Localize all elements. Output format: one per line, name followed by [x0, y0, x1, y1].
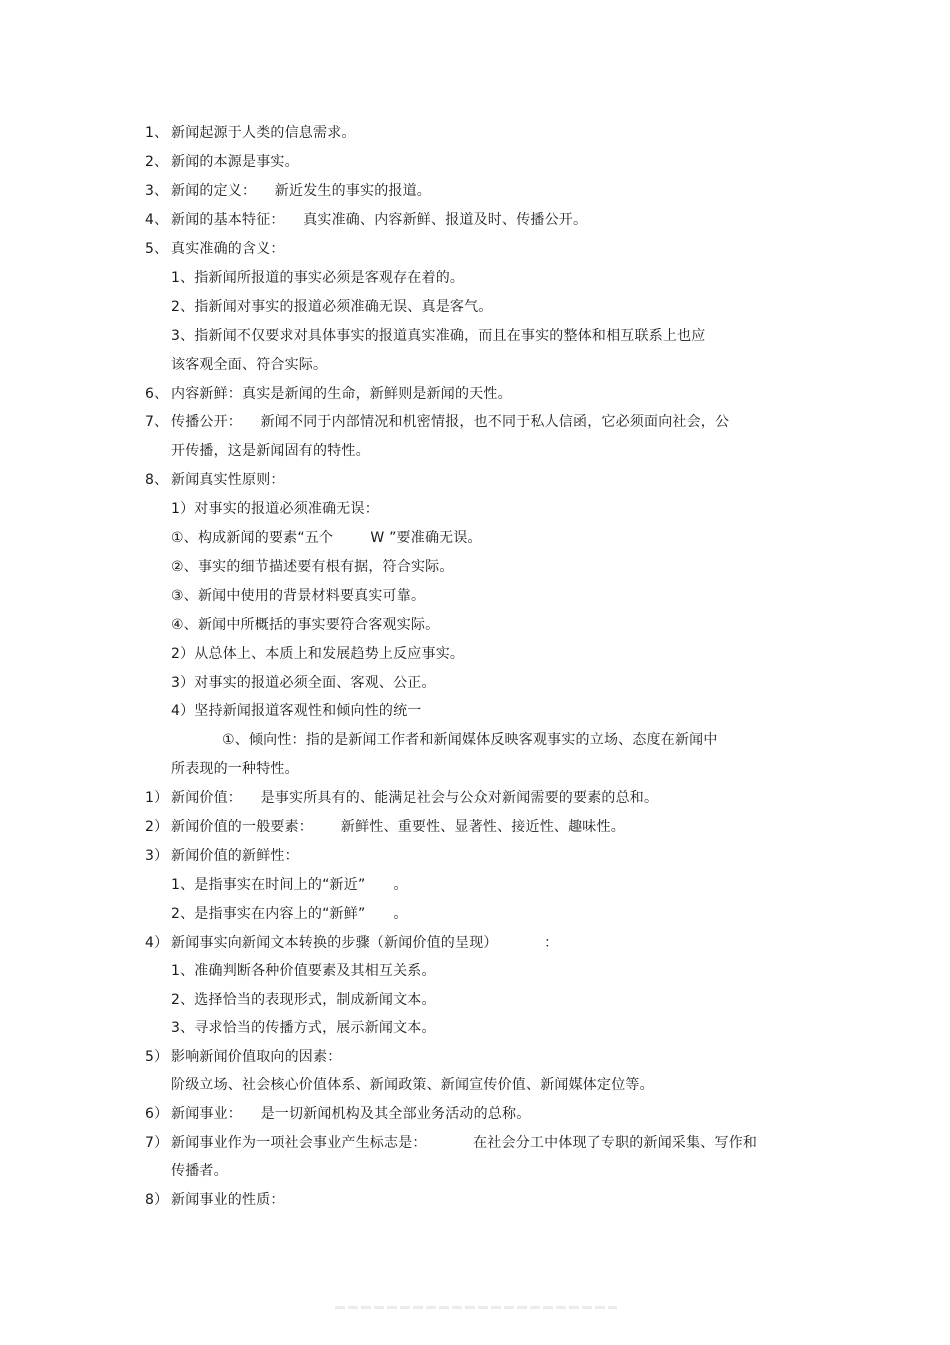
- line-text: 影响新闻价值取向的因素：: [171, 1049, 342, 1065]
- line-text: ①、倾向性：指的是新闻工作者和新闻媒体反映客观事实的立场、态度在新闻中: [222, 732, 718, 748]
- text-line: [171, 904, 408, 924]
- text-line: [171, 586, 425, 606]
- text-line: [171, 990, 436, 1010]
- line-text: 新闻的定义： 新近发生的事实的报道。: [171, 183, 431, 199]
- line-text: 所表现的一种特性。: [171, 761, 299, 777]
- text-line: [171, 961, 436, 981]
- line-text: 3、寻求恰当的传播方式，展示新闻文本。: [171, 1020, 436, 1036]
- line-text: 1、指新闻所报道的事实必须是客观存在着的。: [171, 270, 465, 286]
- text-line: [145, 1133, 757, 1153]
- item-number: 4、: [145, 212, 169, 228]
- line-text: 2）从总体上、本质上和发展趋势上反应事实。: [171, 646, 465, 662]
- item-number: 3、: [145, 183, 169, 199]
- line-text: 4）坚持新闻报道客观性和倾向性的统一: [171, 703, 422, 719]
- text-line: [171, 759, 299, 779]
- text-line: [171, 1075, 654, 1095]
- item-number: 1）: [145, 790, 169, 806]
- text-line: [145, 470, 285, 490]
- text-line: [145, 123, 356, 143]
- item-number: 5、: [145, 241, 169, 257]
- text-line: [171, 297, 493, 317]
- line-text: 3）对事实的报道必须全面、客观、公正。: [171, 675, 436, 691]
- line-text: 新闻价值： 是事实所具有的、能满足社会与公众对新闻需要的要素的总和。: [171, 790, 659, 806]
- text-line: [145, 788, 658, 808]
- line-text: 3、指新闻不仅要求对具体事实的报道真实准确，而且在事实的整体和相互联系上也应: [171, 328, 706, 344]
- line-text: 新闻事业作为一项社会事业产生标志是： 在社会分工中体现了专职的新闻采集、写作和: [171, 1135, 758, 1151]
- item-number: 3）: [145, 848, 169, 864]
- text-line: [171, 441, 370, 461]
- text-line: [145, 1047, 341, 1067]
- line-text: 1、准确判断各种价值要素及其相互关系。: [171, 963, 436, 979]
- text-line: [171, 615, 439, 635]
- line-text: 传播公开： 新闻不同于内部情况和机密情报，也不同于私人信函，它必须面向社会，公: [171, 414, 730, 430]
- line-text: 真实准确的含义：: [171, 241, 285, 257]
- line-text: 新闻事业的性质：: [171, 1192, 285, 1208]
- item-number: 7、: [145, 414, 169, 430]
- text-line: [171, 1018, 436, 1038]
- line-text: 1、是指事实在时间上的“新近” 。: [171, 877, 408, 893]
- item-number: 6）: [145, 1106, 169, 1122]
- item-number: 5）: [145, 1049, 169, 1065]
- item-number: 6、: [145, 386, 169, 402]
- line-text: 新闻的本源是事实。: [171, 154, 299, 170]
- item-number: 1、: [145, 125, 169, 141]
- line-text: 开传播，这是新闻固有的特性。: [171, 443, 370, 459]
- text-line: [171, 499, 379, 519]
- line-text: 2、指新闻对事实的报道必须准确无误、真是客气。: [171, 299, 493, 315]
- text-line: [145, 239, 285, 259]
- text-line: [171, 701, 422, 721]
- footer-watermark-smudge: [335, 1306, 617, 1309]
- item-number: 2）: [145, 819, 169, 835]
- text-line: [145, 210, 587, 230]
- line-text: 内容新鲜：真实是新闻的生命，新鲜则是新闻的天性。: [171, 386, 512, 402]
- text-line: [171, 528, 482, 548]
- line-text: ②、事实的细节描述要有根有据，符合实际。: [171, 559, 454, 575]
- text-line: [145, 412, 729, 432]
- text-line: [171, 644, 464, 664]
- item-number: 8）: [145, 1192, 169, 1208]
- line-text: 该客观全面、符合实际。: [171, 357, 328, 373]
- line-text: 新闻事业： 是一切新闻机构及其全部业务活动的总称。: [171, 1106, 531, 1122]
- line-text: ①、构成新闻的要素“五个 W ”要准确无误。: [171, 530, 482, 546]
- line-text: 新闻的基本特征： 真实准确、内容新鲜、报道及时、传播公开。: [171, 212, 588, 228]
- text-line: [171, 355, 327, 375]
- line-text: 1）对事实的报道必须准确无误：: [171, 501, 379, 517]
- text-line: [145, 181, 431, 201]
- line-text: 2、是指事实在内容上的“新鲜” 。: [171, 906, 408, 922]
- text-line: [171, 268, 464, 288]
- line-text: 2、选择恰当的表现形式，制成新闻文本。: [171, 992, 436, 1008]
- text-line: [145, 1104, 530, 1124]
- line-text: 新闻价值的一般要素： 新鲜性、重要性、显著性、接近性、趣味性。: [171, 819, 625, 835]
- text-line: [145, 933, 558, 953]
- line-text: 新闻事实向新闻文本转换的步骤（新闻价值的呈现） ：: [171, 935, 559, 951]
- item-number: 7）: [145, 1135, 169, 1151]
- text-line: [171, 1161, 228, 1181]
- text-line: [145, 152, 299, 172]
- line-text: 新闻真实性原则：: [171, 472, 285, 488]
- line-text: 阶级立场、社会核心价值体系、新闻政策、新闻宣传价值、新闻媒体定位等。: [171, 1077, 654, 1093]
- line-text: ③、新闻中使用的背景材料要真实可靠。: [171, 588, 426, 604]
- text-line: [171, 326, 706, 346]
- item-number: 2、: [145, 154, 169, 170]
- line-text: 传播者。: [171, 1163, 228, 1179]
- text-line: [171, 673, 436, 693]
- text-line: [145, 384, 512, 404]
- text-line: [145, 846, 299, 866]
- text-line: [171, 875, 408, 895]
- line-text: 新闻价值的新鲜性：: [171, 848, 299, 864]
- item-number: 8、: [145, 472, 169, 488]
- text-line: [171, 557, 454, 577]
- text-line: [145, 1190, 285, 1210]
- item-number: 4）: [145, 935, 169, 951]
- line-text: 新闻起源于人类的信息需求。: [171, 125, 356, 141]
- text-line: [222, 730, 718, 750]
- line-text: ④、新闻中所概括的事实要符合客观实际。: [171, 617, 440, 633]
- text-line: [145, 817, 625, 837]
